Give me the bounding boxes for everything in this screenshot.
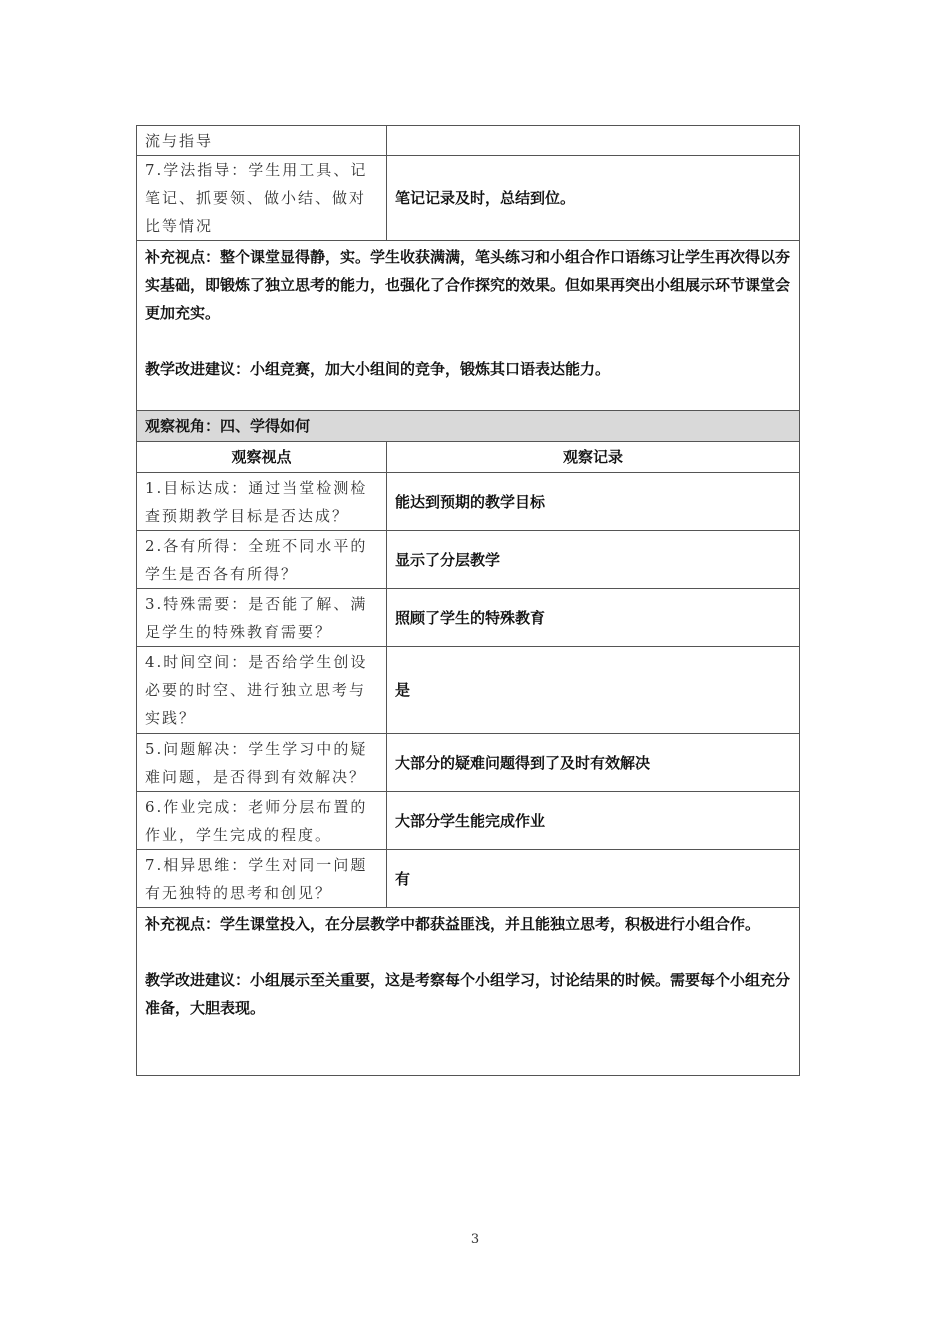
table-row xyxy=(137,734,800,792)
column-header-record: 观察记录 xyxy=(387,442,800,473)
record-cell: 能达到预期的教学目标 xyxy=(387,473,800,531)
column-header-row xyxy=(137,442,800,473)
table-row xyxy=(137,126,800,156)
viewpoint-cell: 6.作业完成：老师分层布置的作业，学生完成的程度。 xyxy=(137,792,387,850)
suggestion-text: 教学改进建议：小组展示至关重要，这是考察每个小组学习，讨论结果的时候。需要每个小组充分准备，大胆表现。 xyxy=(145,971,791,1017)
section-header-row xyxy=(137,411,800,442)
viewpoint-cell: 5.问题解决：学生学习中的疑难问题，是否得到有效解决？ xyxy=(137,734,387,792)
page-number: 3 xyxy=(470,1232,480,1247)
record-cell: 有 xyxy=(387,850,800,908)
observation-table xyxy=(136,125,800,1076)
notes-row xyxy=(137,908,800,1076)
record-cell: 显示了分层教学 xyxy=(387,531,800,589)
viewpoint-cell: 4.时间空间：是否给学生创设必要的时空、进行独立思考与实践？ xyxy=(137,647,387,734)
table-row xyxy=(137,850,800,908)
table-row xyxy=(137,589,800,647)
record-cell xyxy=(387,126,800,156)
section-title: 观察视角：四、学得如何 xyxy=(137,411,800,442)
record-cell: 笔记记录及时，总结到位。 xyxy=(387,156,800,241)
notes-row xyxy=(137,241,800,411)
table-row xyxy=(137,647,800,734)
table-row xyxy=(137,792,800,850)
suggestion-text: 教学改进建议：小组竞赛，加大小组间的竞争，锻炼其口语表达能力。 xyxy=(145,360,611,378)
viewpoint-cell: 1.目标达成：通过当堂检测检查预期教学目标是否达成？ xyxy=(137,473,387,531)
table-row xyxy=(137,473,800,531)
table-row xyxy=(137,156,800,241)
viewpoint-cell: 3.特殊需要：是否能了解、满足学生的特殊教育需要？ xyxy=(137,589,387,647)
viewpoint-cell: 7.学法指导：学生用工具、记笔记、抓要领、做小结、做对比等情况 xyxy=(137,156,387,241)
record-cell: 大部分学生能完成作业 xyxy=(387,792,800,850)
notes-cell xyxy=(137,908,800,1076)
table-row xyxy=(137,531,800,589)
supplement-text: 补充视点：学生课堂投入，在分层教学中都获益匪浅，并且能独立思考，积极进行小组合作。 xyxy=(145,915,761,933)
record-cell: 大部分的疑难问题得到了及时有效解决 xyxy=(387,734,800,792)
record-cell: 是 xyxy=(387,647,800,734)
viewpoint-cell: 流与指导 xyxy=(137,126,387,156)
record-cell: 照顾了学生的特殊教育 xyxy=(387,589,800,647)
supplement-text: 补充视点：整个课堂显得静，实。学生收获满满，笔头练习和小组合作口语练习让学生再次得以夯实基础，即锻炼了独立思考的能力，也强化了合作探究的效果。但如果再突出小组展示环节课堂会更加充实。 xyxy=(145,248,791,322)
notes-cell xyxy=(137,241,800,411)
viewpoint-cell: 7.相异思维：学生对同一问题有无独特的思考和创见？ xyxy=(137,850,387,908)
column-header-viewpoint: 观察视点 xyxy=(137,442,387,473)
viewpoint-cell: 2.各有所得：全班不同水平的学生是否各有所得？ xyxy=(137,531,387,589)
